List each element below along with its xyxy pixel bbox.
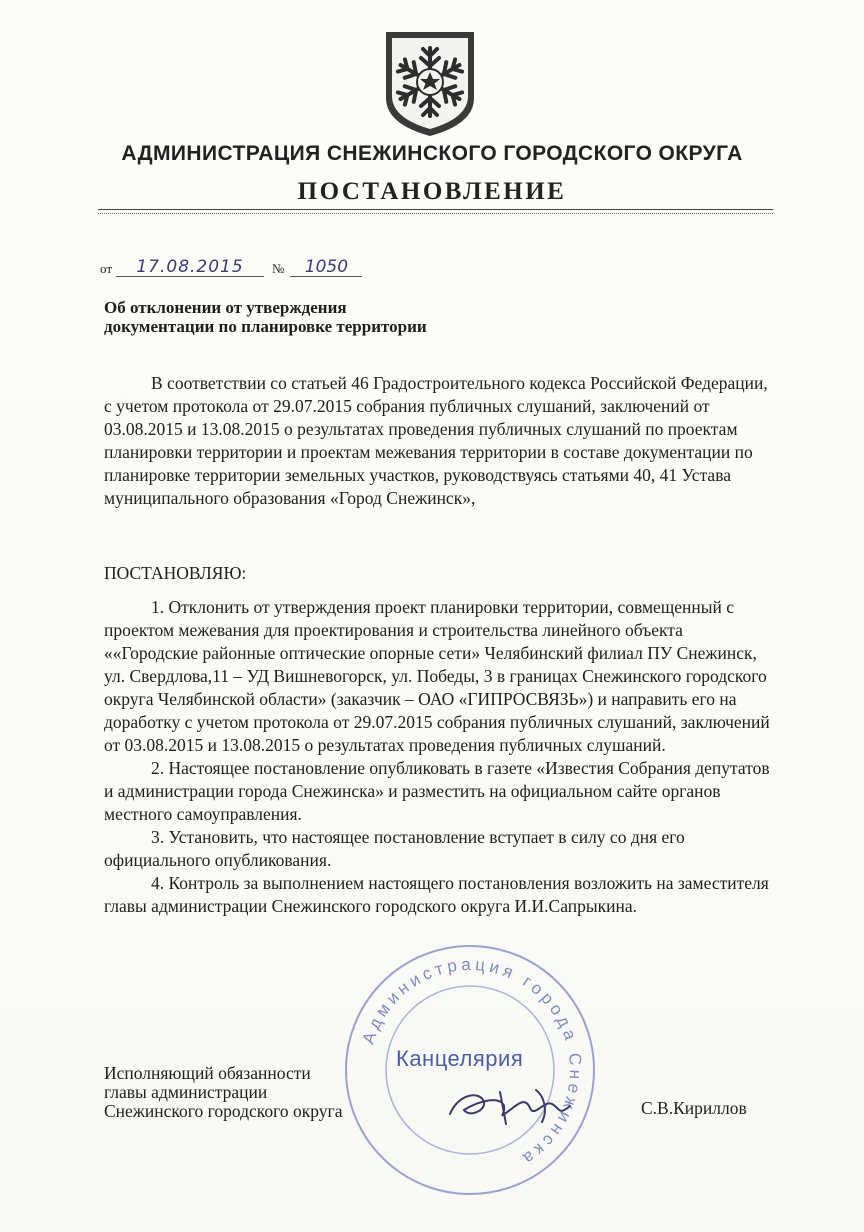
handwritten-signature <box>440 1080 590 1130</box>
preamble <box>104 372 772 510</box>
snowflake-coat-of-arms-icon <box>382 28 478 138</box>
header-divider-dotted <box>98 213 773 214</box>
stamp-center-text: Канцелярия <box>396 1046 524 1071</box>
signatory-name: С.В.Кириллов <box>641 1098 747 1118</box>
position-line: главы администрации <box>104 1082 268 1102</box>
date-prefix: от <box>100 261 113 276</box>
resolution-item-3: 3. Установить, что настоящее постановление вступает в силу со дня его официального опубликования. <box>104 827 685 870</box>
resolution-items <box>104 596 772 918</box>
registration-line <box>100 258 362 277</box>
registration-number: 1050 <box>290 258 362 277</box>
organization-title: АДМИНИСТРАЦИЯ СНЕЖИНСКОГО ГОРОДСКОГО ОКРУГА <box>121 142 743 165</box>
registration-date: 17.08.2015 <box>116 258 264 277</box>
resolve-heading: ПОСТАНОВЛЯЮ: <box>104 563 247 583</box>
resolution-item-2: 2. Настоящее постановление опубликовать в газете «Известия Собрания депутатов и администрации города Снежинска» и разместить на официальном сайте органов местного самоуправления. <box>104 758 770 824</box>
subject-line: документации по планировке территории <box>104 317 427 336</box>
signatory-position <box>104 1064 342 1121</box>
position-line: Исполняющий обязанности <box>104 1063 311 1083</box>
resolution-item-1: 1. Отклонить от утверждения проект планировки территории, совмещенный с проектом межевания для проектирования и строительства линейного объекта ««Городские районные оптические опорные сети» Челябинский филиал ПУ Снежинск, ул. Свердлова,11 – УД Вишневогорск, ул. Победы, 3 в границах Снежинского городского округа Челябинской области» (заказчик – ОАО «ГИПРОСВЯЗЬ») и направить его на доработку с учетом протокола от 29.07.2015 собрания публичных слушаний, заключений от 03.08.2015 и 13.08.2015 о результатах проведения публичных слушаний. <box>104 597 770 755</box>
position-line: Снежинского городского округа <box>104 1101 343 1121</box>
document-type-title: ПОСТАНОВЛЕНИЕ <box>297 178 567 205</box>
stamp-ring-text: Администрация города Снежинска <box>358 954 586 1171</box>
document-subject <box>104 298 427 336</box>
subject-line: Об отклонении от утверждения <box>104 298 347 317</box>
header-divider <box>98 209 773 210</box>
preamble-paragraph: В соответствии со статьей 46 Градостроительного кодекса Российской Федерации, с учетом протокола от 29.07.2015 собрания публичных слушаний, заключений от 03.08.2015 и 13.08.2015 о результатах проведения публичных слушаний по проектам планировки территории и проектам межевания территории в составе документации по планировке территории земельных участков, руководствуясь статьями 40, 41 Устава муниципального образования «Город Снежинск», <box>104 373 768 508</box>
number-prefix: № <box>272 261 285 276</box>
resolution-item-4: 4. Контроль за выполнением настоящего постановления возложить на заместителя главы администрации Снежинского городского округа И.И.Сапрыкина. <box>104 873 769 916</box>
